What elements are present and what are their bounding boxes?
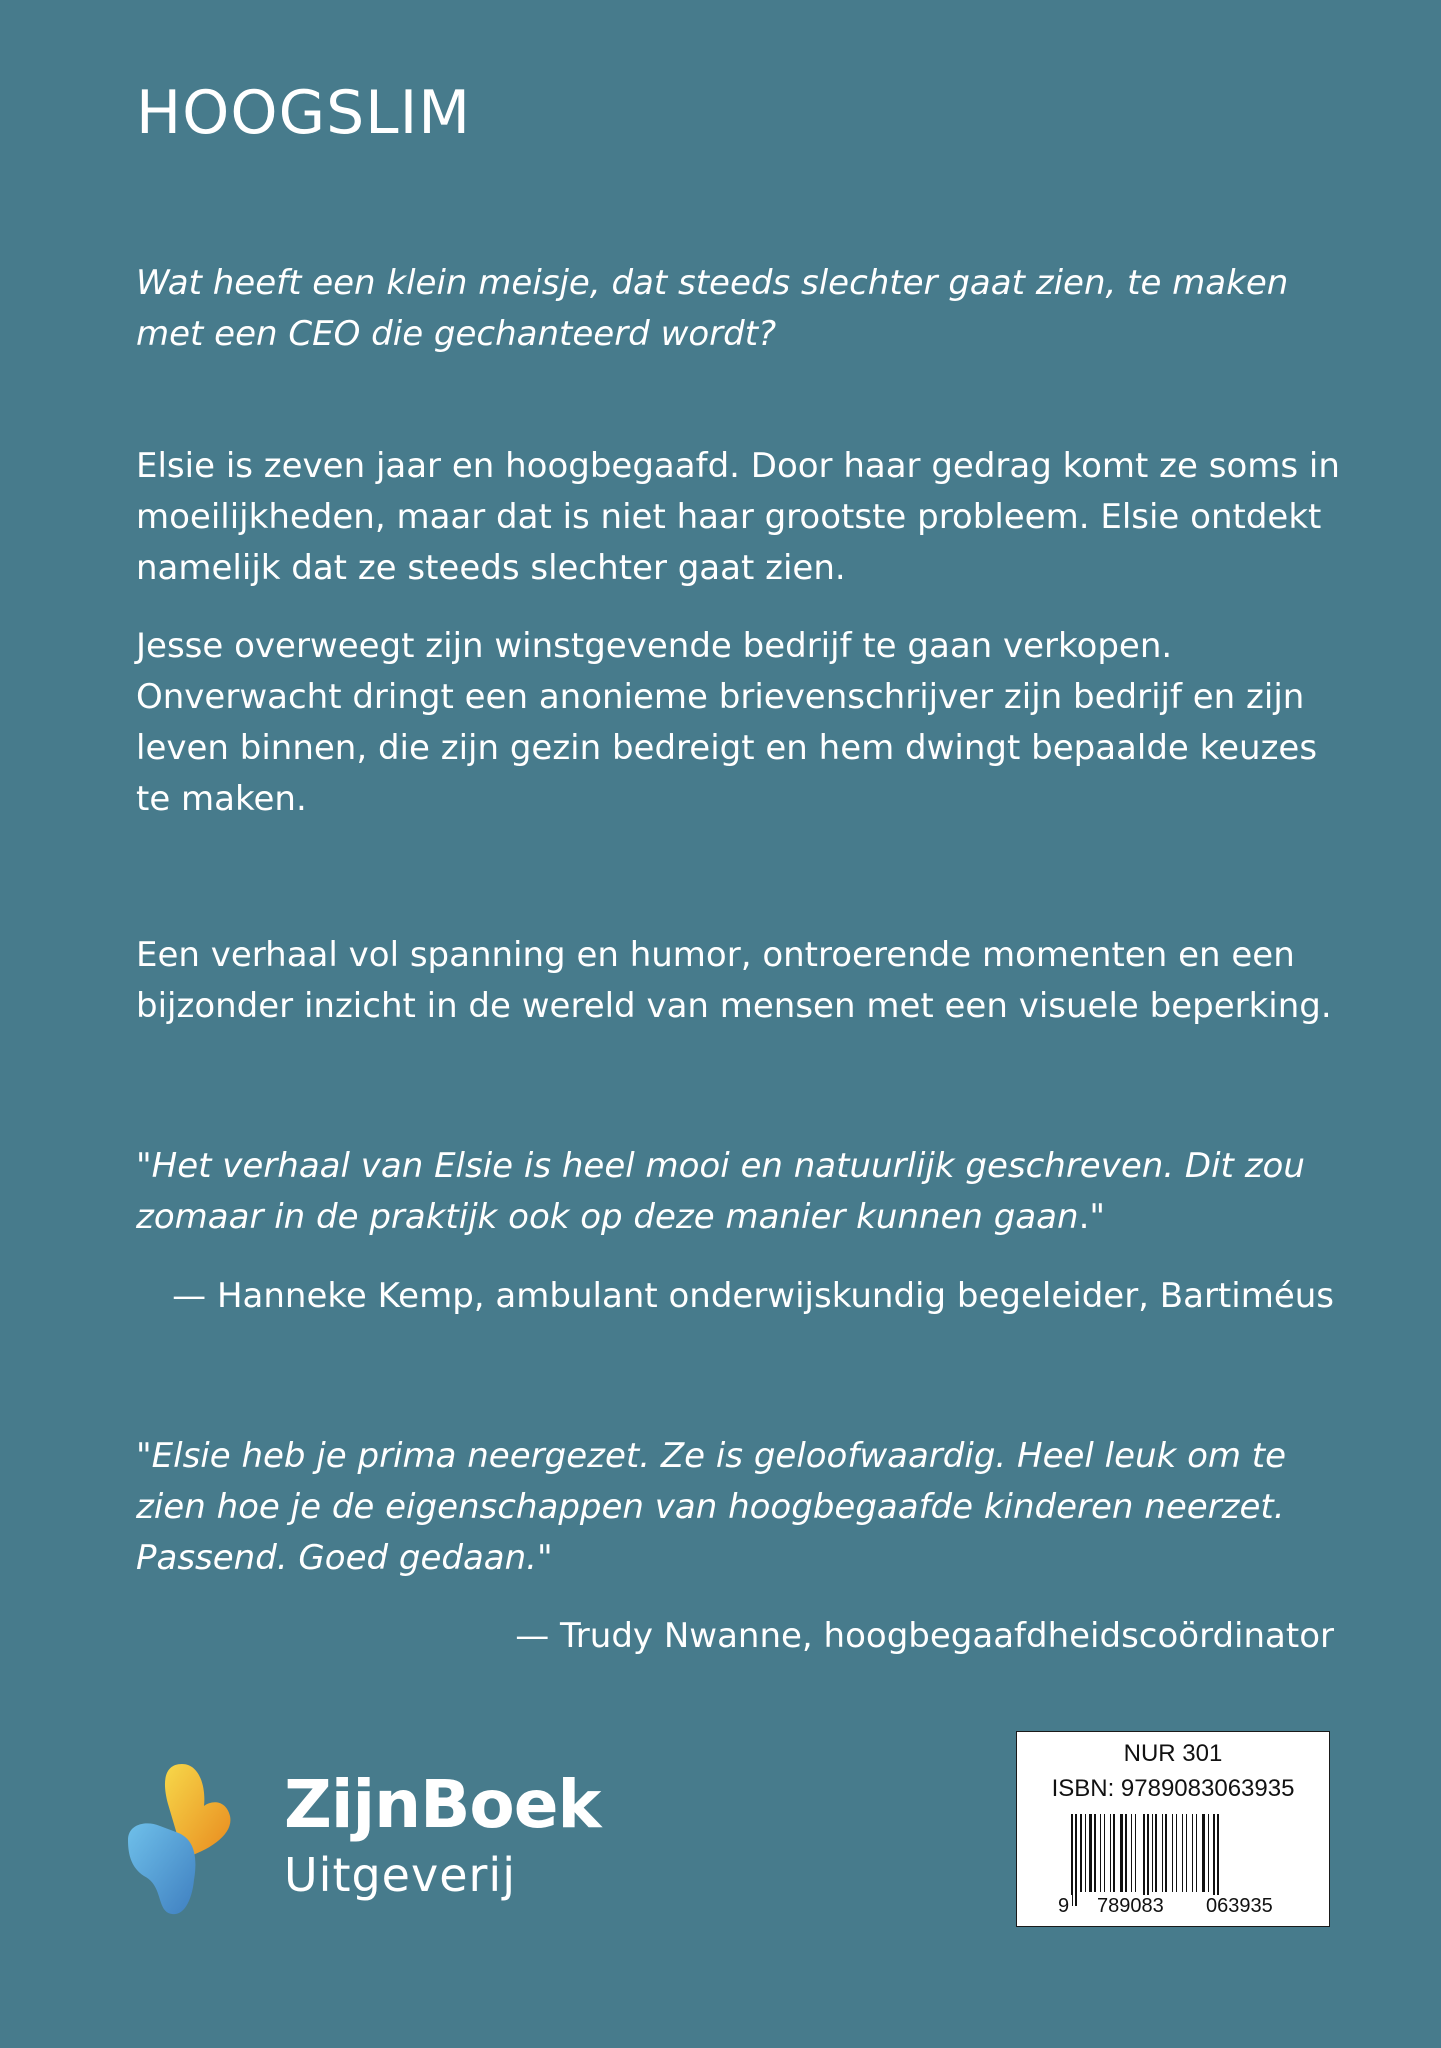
barcode-bar	[1152, 1814, 1153, 1892]
barcode-digit-first: 9	[1055, 1895, 1072, 1918]
barcode-bar	[1135, 1814, 1136, 1892]
barcode-bar	[1085, 1814, 1086, 1892]
intro-question: Wat heeft een klein meisje, dat steeds slechter gaat zien, te maken met een CEO die gechanteerd wordt?	[136, 263, 1289, 354]
publisher-logo	[124, 1760, 601, 1920]
barcode-bar	[1131, 1814, 1132, 1892]
synopsis-paragraph-3: Een verhaal vol spanning en humor, ontroerende momenten en een bijzonder inzicht in de wereld van mensen met een visuele beperking.	[136, 935, 1332, 1026]
barcode-bar	[1162, 1814, 1163, 1892]
barcode-bar	[1172, 1814, 1173, 1892]
barcode-bar	[1080, 1814, 1082, 1892]
barcode-bar	[1155, 1814, 1157, 1892]
quote-2-text: Elsie heb je prima neergezet. Ze is geloofwaardig. Heel leuk om te zien hoe je de eigenschappen van hoogbegaafde kinderen neerzet. Passend. Goed gedaan.	[136, 1436, 1287, 1578]
barcode-bar	[1186, 1814, 1187, 1892]
isbn-number: ISBN: 9789083063935	[1051, 1775, 1295, 1802]
barcode-bar	[1110, 1814, 1111, 1892]
quote-1-close-mark: ."	[1078, 1197, 1106, 1237]
barcode-bar	[1113, 1814, 1115, 1892]
barcode-bar	[1182, 1814, 1183, 1892]
review-attribution-1: — Hanneke Kemp, ambulant onderwijskundig begeleider, Bartiméus	[172, 1276, 1334, 1316]
barcode-bar	[1202, 1814, 1205, 1892]
review-quote-1	[136, 1141, 1346, 1243]
barcode-digits-right: 063935	[1203, 1895, 1276, 1918]
barcode-bar	[1120, 1814, 1123, 1892]
barcode-bar	[1176, 1814, 1177, 1892]
publisher-name: ZijnBoek	[284, 1766, 601, 1843]
barcode-bar	[1094, 1814, 1096, 1892]
barcode-bar	[1104, 1814, 1105, 1892]
barcode-bar	[1196, 1814, 1197, 1892]
barcode-bar	[1089, 1814, 1092, 1892]
barcode-digits-left: 789083	[1094, 1895, 1167, 1918]
barcode-bar	[1147, 1814, 1149, 1906]
barcode-bar	[1165, 1814, 1167, 1892]
quote-2-open-mark: "	[136, 1436, 152, 1476]
barcode-bar	[1192, 1814, 1193, 1892]
isbn-barcode	[1016, 1731, 1330, 1927]
quote-1-text: Het verhaal van Elsie is heel mooi en natuurlijk geschreven. Dit zou zomaar in de praktijk ook op deze manier kunnen gaan	[136, 1146, 1305, 1237]
quote-1-open-mark: "	[136, 1146, 152, 1186]
barcode-bar	[1125, 1814, 1127, 1892]
heart-logo-icon	[124, 1760, 234, 1920]
synopsis-paragraph-2: Jesse overweegt zijn winstgevende bedrijf te gaan verkopen. Onverwacht dringt een anonieme brievenschrijver zijn bedrijf en zijn leven binnen, die zijn gezin bedreigt en hem dwingt bepaalde keuzes te maken.	[136, 626, 1318, 819]
book-title: HOOGSLIM	[136, 78, 472, 148]
barcode-bar	[1100, 1814, 1101, 1892]
barcode-bar	[1075, 1814, 1077, 1906]
barcode-bar	[1071, 1814, 1073, 1906]
quote-2-close-mark: "	[537, 1538, 553, 1578]
synopsis-paragraph-1: Elsie is zeven jaar en hoogbegaafd. Door haar gedrag komt ze soms in moeilijkheden, maar dat is niet haar grootste probleem. Elsie ontdekt namelijk dat ze steeds slechter gaat zien.	[136, 446, 1340, 588]
barcode-bar	[1213, 1814, 1215, 1906]
barcode-bar	[1143, 1814, 1145, 1906]
barcode-bar	[1217, 1814, 1219, 1906]
review-attribution-2: — Trudy Nwanne, hoogbegaafdheidscoördinator	[515, 1616, 1334, 1656]
review-quote-2	[136, 1431, 1346, 1584]
barcode-bars	[1067, 1814, 1297, 1906]
nur-code: NUR 301	[1123, 1740, 1223, 1767]
publisher-subtitle: Uitgeverij	[284, 1848, 516, 1902]
barcode-bar	[1208, 1814, 1209, 1892]
